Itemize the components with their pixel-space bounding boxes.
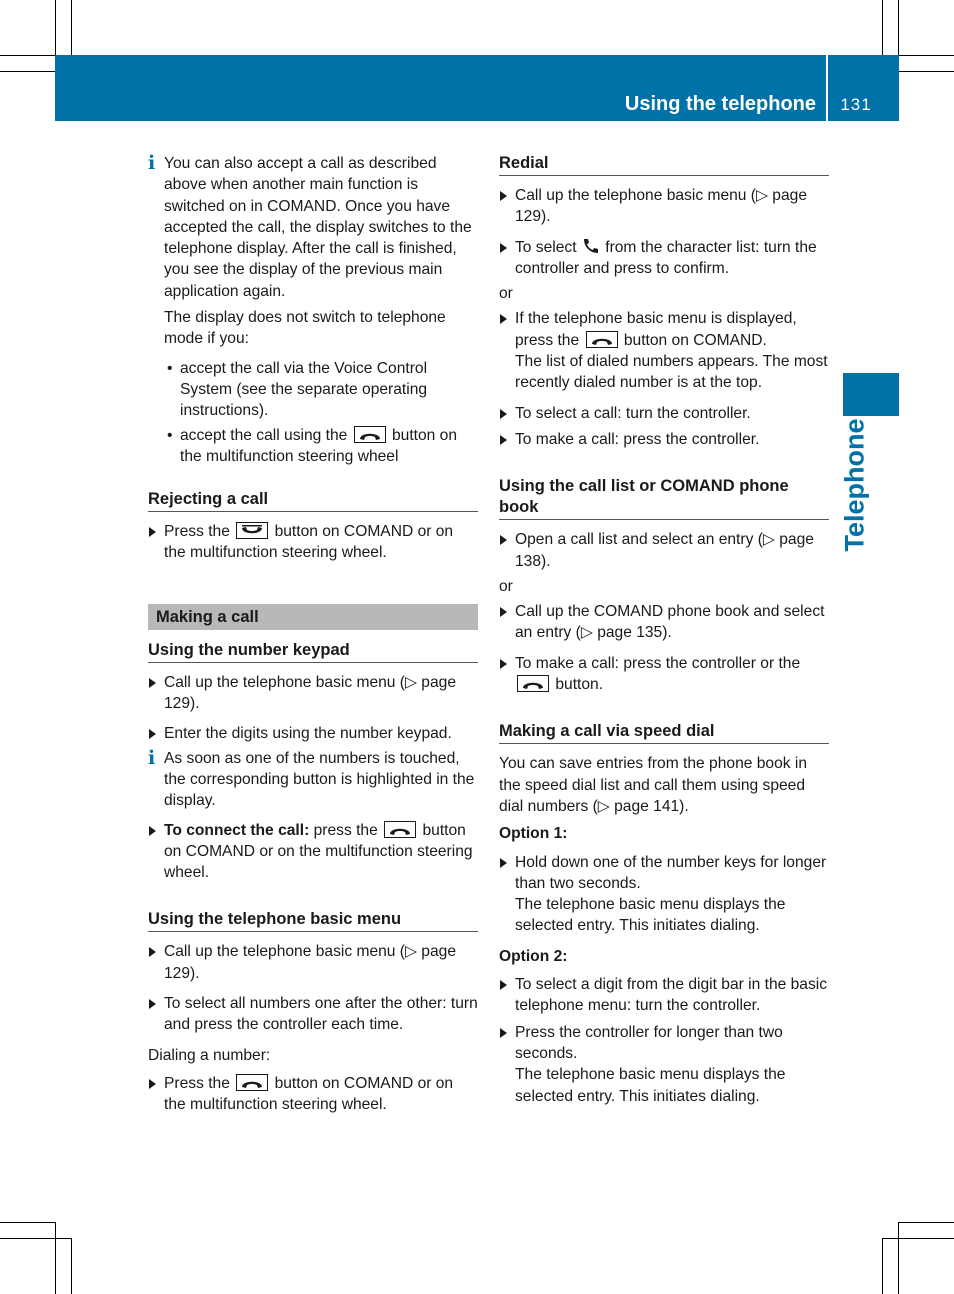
phone-accept-icon: [354, 426, 386, 443]
chapter-label: [827, 420, 883, 550]
list-item-text: accept the call using the: [180, 426, 348, 444]
step-text: press the: [313, 821, 378, 839]
step-text: To make a call: press the controller or the: [515, 654, 801, 672]
crop-mark: [55, 0, 56, 55]
right-column: [499, 153, 829, 1116]
paragraph: You can save entries from the phone book in the speed dial list and call them using speed dial numbers (▷ page 141).: [499, 755, 808, 815]
step-text: button on COMAND.: [623, 331, 767, 349]
crop-mark: [899, 1222, 954, 1223]
heading-speed-dial: Making a call via speed dial: [499, 721, 829, 744]
chapter-tab: [843, 373, 899, 416]
crop-mark: [0, 1238, 71, 1239]
crop-mark: [882, 1238, 954, 1239]
crop-mark: [898, 1222, 899, 1294]
heading-call-list: Using the call list or COMAND phone book: [499, 476, 829, 520]
crop-mark: [898, 0, 899, 55]
step-item: To select a call: turn the controller.: [499, 403, 829, 424]
info-text: You can also accept a call as described above when another main function is switched on in COMAND. Once you have accepted the call, the display switches to the telephone display. After the call is finished, you see the display of the previous main application again.: [164, 155, 472, 300]
step-text: button.: [555, 676, 604, 694]
paragraph: Dialing a number:: [148, 1046, 271, 1064]
info-note: [148, 153, 478, 302]
info-paragraph: The display does not switch to telephone mode if you:: [164, 309, 446, 348]
page-title: Using the telephone: [624, 93, 816, 115]
crop-mark: [0, 71, 55, 72]
step-note: The telephone basic menu displays the selected entry. This initiates dialing.: [515, 896, 786, 935]
step-note: The list of dialed numbers appears. The most recently dialed number is at the top.: [515, 353, 828, 392]
list-item: [148, 425, 478, 468]
step-note: The telephone basic menu displays the selected entry. This initiates dialing.: [515, 1066, 786, 1105]
step-item: [148, 521, 478, 564]
list-item-text: button on the multifunction steering wheel: [180, 426, 458, 465]
heading-number-keypad: Using the number keypad: [148, 640, 478, 663]
phone-accept-icon: [384, 821, 416, 838]
step-text: Press the controller for longer than two seconds.: [515, 1023, 783, 1062]
crop-mark: [0, 55, 55, 56]
option-label-text: Option 1:: [499, 825, 568, 843]
step-text: Press the: [164, 1074, 230, 1092]
crop-mark: [882, 1238, 883, 1294]
step-text: button on COMAND or on the multifunction steering wheel.: [164, 821, 473, 882]
step-item: [148, 820, 478, 884]
step-item: [499, 653, 829, 696]
phone-hangup-icon: [236, 522, 268, 539]
phone-accept-icon: [517, 675, 549, 692]
chapter-label-text: Telephone: [839, 418, 870, 552]
step-item: Call up the COMAND phone book and select an entry (▷ page 135).: [499, 601, 829, 644]
step-item: [499, 852, 829, 937]
step-text: from the character list: turn the controller and press to confirm.: [515, 238, 817, 277]
heading-basic-menu: Using the telephone basic menu: [148, 909, 478, 932]
phone-symbol-icon: [581, 237, 601, 255]
option-label: [499, 946, 829, 967]
step-item: Call up the telephone basic menu (▷ page 129).: [499, 185, 829, 228]
info-icon: i: [148, 152, 156, 174]
phone-accept-icon: [586, 331, 618, 348]
step-item: To select all numbers one after the other: turn and press the controller each time.: [148, 993, 478, 1036]
step-text: To select: [515, 238, 577, 256]
list-item: • accept the call via the Voice Control System (see the separate operating instructions).: [148, 358, 478, 422]
step-item: To select a digit from the digit bar in the basic telephone menu: turn the controller.: [499, 974, 829, 1017]
page-number: 131: [840, 95, 872, 114]
or-text: or: [499, 577, 513, 595]
option-label-text: Option 2:: [499, 947, 568, 965]
step-item: [148, 1073, 478, 1116]
crop-mark: [71, 0, 72, 55]
left-column: [148, 153, 478, 1125]
crop-mark: [55, 1222, 56, 1294]
crop-mark: [71, 1238, 72, 1294]
step-text: button on COMAND or on the multifunction steering wheel.: [164, 1074, 454, 1114]
option-label: [499, 823, 829, 844]
info-text: As soon as one of the numbers is touched, the corresponding button is highlighted in the display.: [164, 749, 475, 810]
step-text: Hold down one of the number keys for longer than two seconds.: [515, 853, 827, 892]
step-item: To make a call: press the controller.: [499, 429, 829, 450]
step-item: Enter the digits using the number keypad.: [148, 723, 478, 744]
step-item: Open a call list and select an entry (▷ page 138).: [499, 529, 829, 572]
info-note: [148, 748, 478, 812]
crop-mark: [899, 55, 954, 56]
step-text: If the telephone basic menu is displayed, press the: [515, 310, 797, 349]
info-icon: i: [148, 746, 156, 769]
crop-mark: [899, 71, 954, 72]
step-item: [499, 1022, 829, 1107]
heading-rejecting: Rejecting a call: [148, 489, 478, 512]
step-text: Press the: [164, 523, 230, 541]
crop-mark: [882, 0, 883, 55]
step-bold-text: To connect the call:: [164, 821, 310, 839]
section-title-making-call: Making a call: [148, 604, 478, 630]
phone-accept-icon: [236, 1074, 268, 1091]
step-item: [499, 308, 829, 393]
crop-mark: [0, 1222, 55, 1223]
step-text: button on COMAND or on the multifunction steering wheel.: [164, 523, 454, 562]
step-item: Call up the telephone basic menu (▷ page 129).: [148, 941, 478, 984]
heading-redial: Redial: [499, 153, 829, 176]
step-item: Call up the telephone basic menu (▷ page 129).: [148, 672, 478, 715]
step-item: [499, 237, 829, 280]
or-text: or: [499, 285, 513, 303]
